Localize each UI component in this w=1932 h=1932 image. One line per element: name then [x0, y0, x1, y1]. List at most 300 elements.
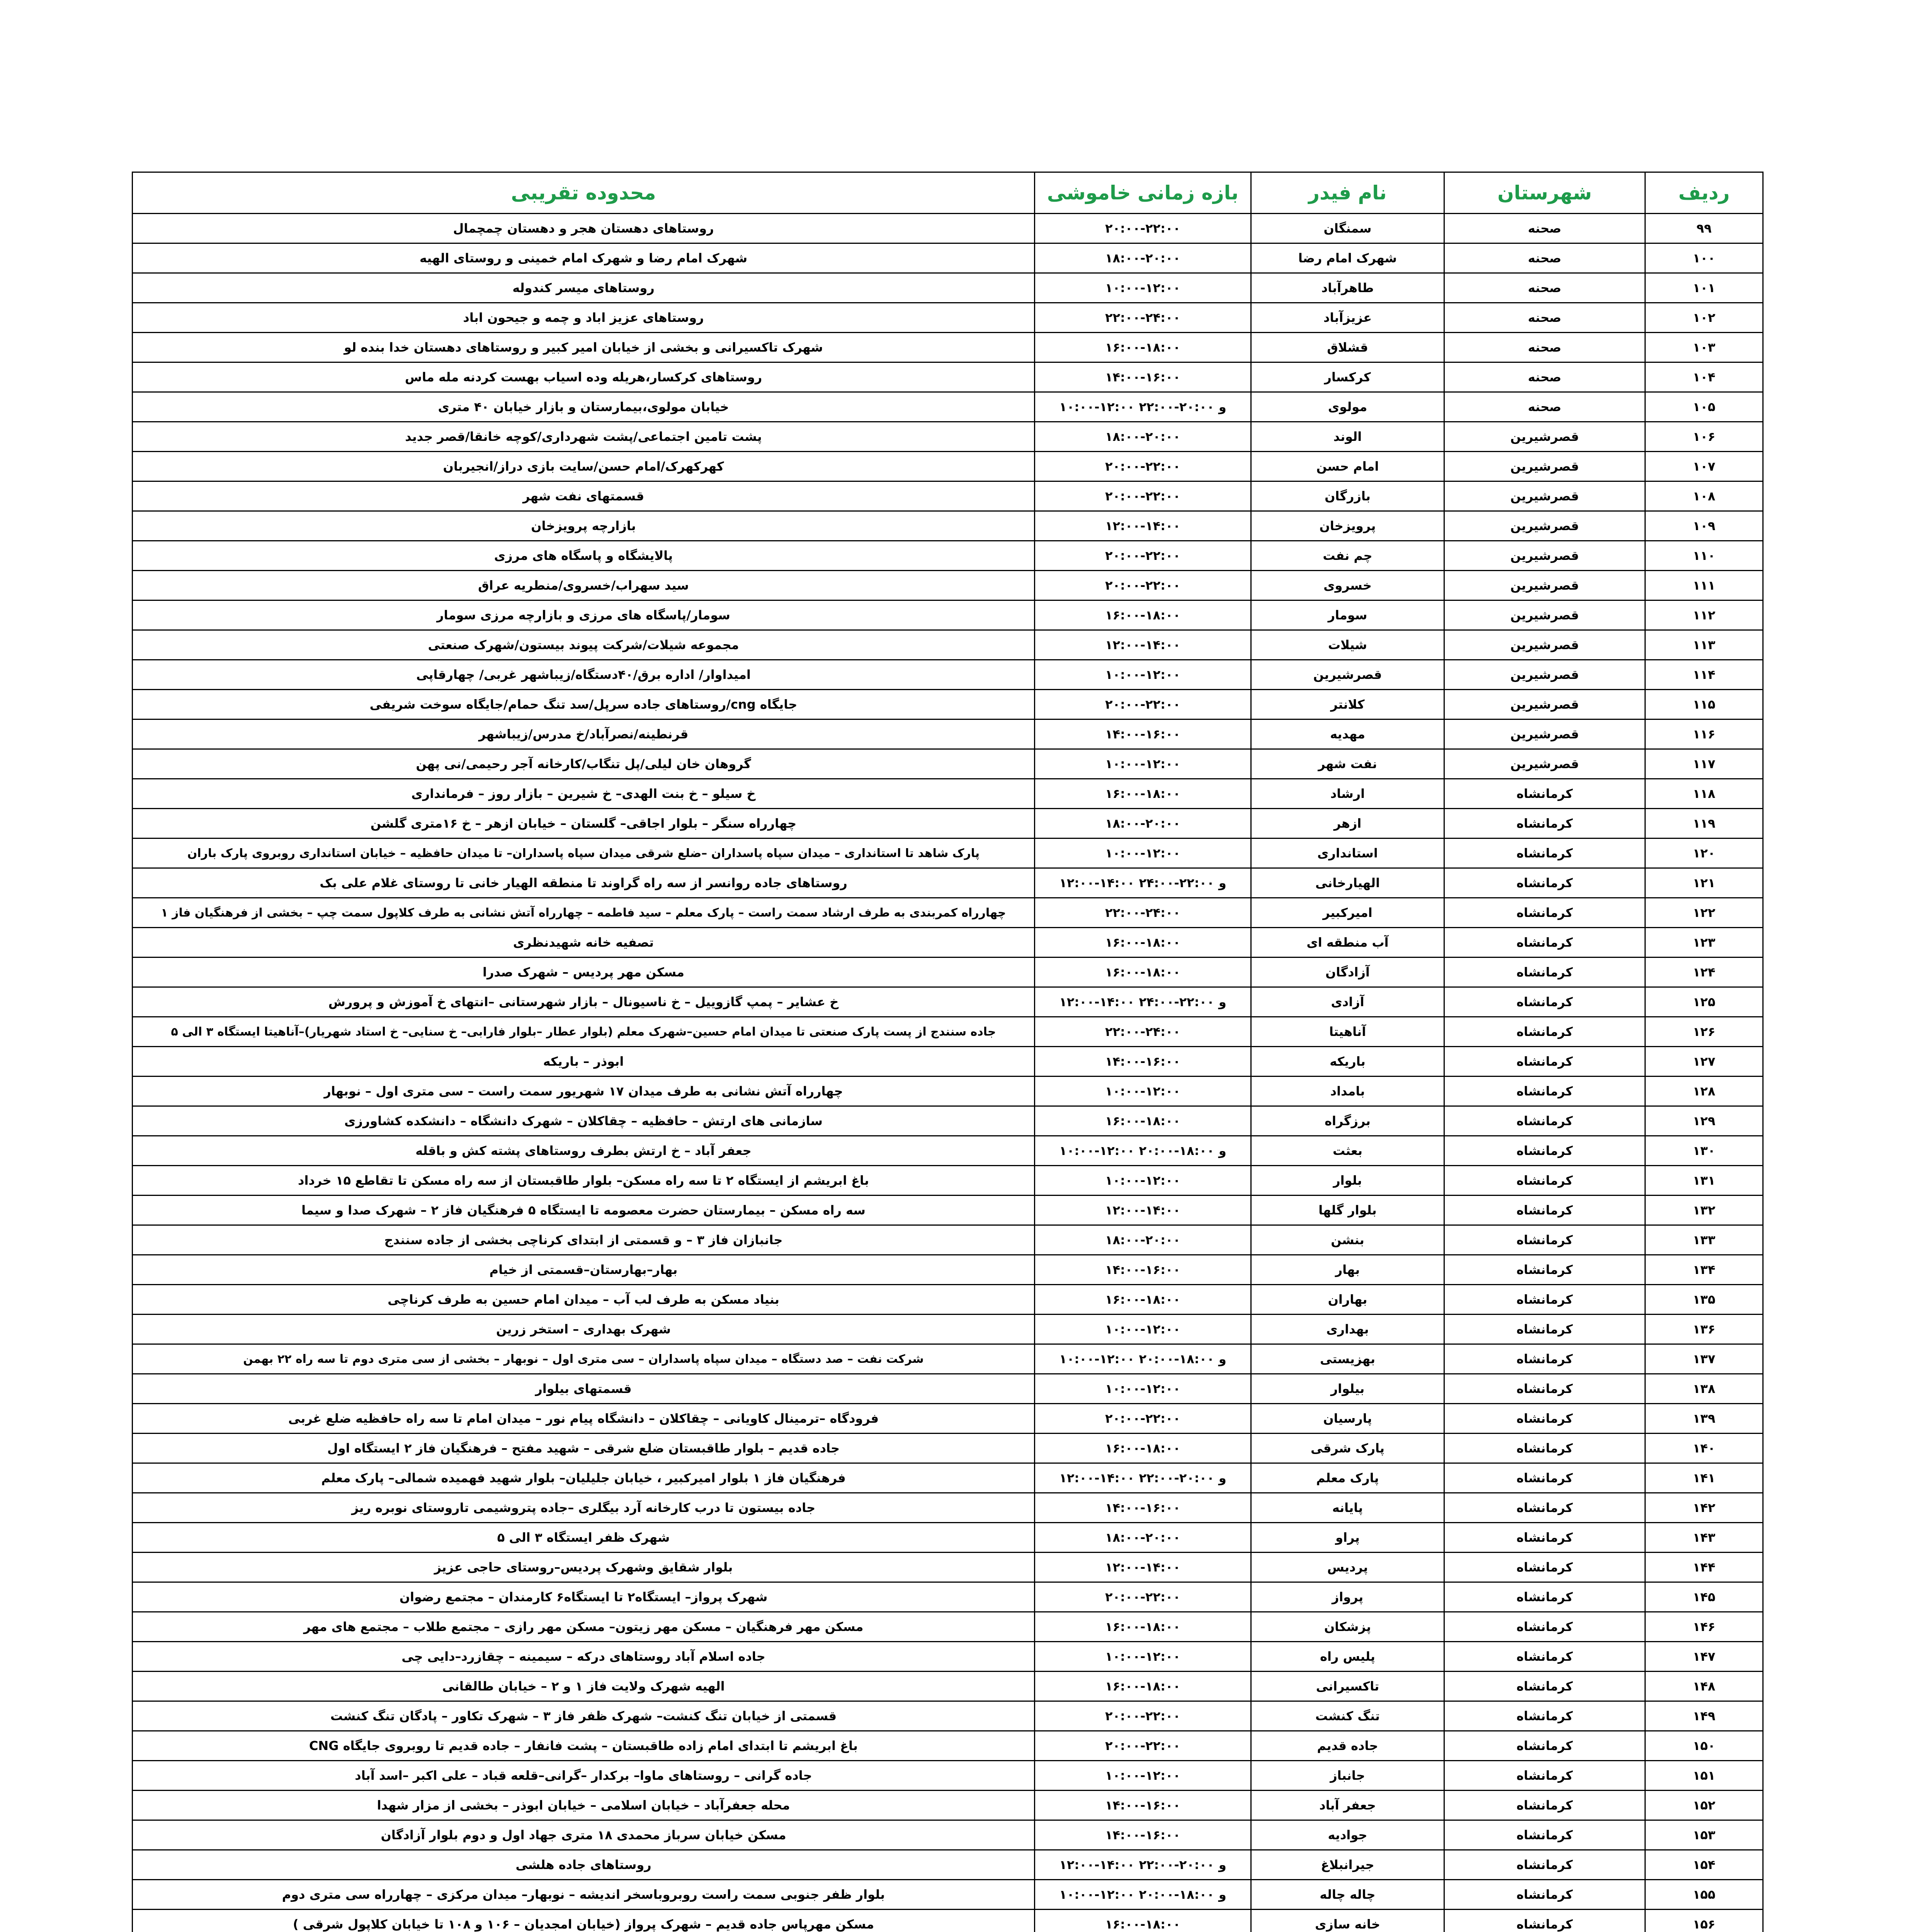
outage-time-cell: ۱۲:۰۰-۱۴:۰۰	[1035, 1196, 1251, 1225]
table-row	[133, 719, 1763, 749]
outage-time-cell: ۲۰:۰۰-۲۲:۰۰	[1035, 1731, 1251, 1761]
feeder-name-cell: تاکسیرانی	[1251, 1672, 1444, 1701]
feeder-name-cell: نفت شهر	[1251, 749, 1444, 779]
row-number-cell: ۱۲۱	[1645, 868, 1763, 898]
county-cell: قصرشیرین	[1444, 571, 1645, 600]
row-number-cell: ۱۰۷	[1645, 452, 1763, 481]
county-cell: کرمانشاه	[1444, 1255, 1645, 1285]
county-cell: صحنه	[1444, 303, 1645, 333]
area-cell: جعفر آباد – خ ارتش بطرف روستاهای پشته کش و باقله	[133, 1136, 1035, 1166]
outage-time-cell: ۱۸:۰۰-۲۰:۰۰	[1035, 1225, 1251, 1255]
feeder-name-cell: بهار	[1251, 1255, 1444, 1285]
feeder-name-cell: پارک معلم	[1251, 1463, 1444, 1493]
outage-time-cell: ۲۰:۰۰-۲۲:۰۰	[1035, 1701, 1251, 1731]
outage-time-cell: ۱۴:۰۰-۱۶:۰۰	[1035, 362, 1251, 392]
feeder-name-cell: طاهرآباد	[1251, 273, 1444, 303]
outage-time-cell: ۱۶:۰۰-۱۸:۰۰	[1035, 1434, 1251, 1463]
row-number-cell: ۱۲۷	[1645, 1047, 1763, 1077]
header-county: شهرستان	[1444, 172, 1645, 214]
table-row	[133, 1344, 1763, 1374]
row-number-cell: ۱۳۵	[1645, 1285, 1763, 1315]
feeder-name-cell: سومار	[1251, 600, 1444, 630]
county-cell: کرمانشاه	[1444, 1315, 1645, 1344]
row-number-cell: ۱۰۶	[1645, 422, 1763, 452]
area-cell: پالایشگاه و پاسگاه های مرزی	[133, 541, 1035, 571]
table-row	[133, 1374, 1763, 1404]
feeder-name-cell: جانباز	[1251, 1761, 1444, 1791]
outage-time-cell: ۱۰:۰۰-۱۲:۰۰	[1035, 838, 1251, 868]
area-cell: چهارراه کمربندی به طرف ارشاد سمت راست – پارک معلم – سید فاطمه – چهارراه آتش نشانی به طرف کلاپول سمت چپ – بخشی از فرهنگیان فاز ۱	[133, 898, 1035, 928]
area-cell: خیابان مولوی،بیمارستان و بازار خیابان ۴۰ متری	[133, 392, 1035, 422]
table-row	[133, 600, 1763, 630]
feeder-name-cell: امیرکبیر	[1251, 898, 1444, 928]
feeder-name-cell: خسروی	[1251, 571, 1444, 600]
feeder-name-cell: جعفر آباد	[1251, 1791, 1444, 1820]
county-cell: کرمانشاه	[1444, 898, 1645, 928]
area-cell: مجموعه شیلات/شرکت پیوند بیستون/شهرک صنعتی	[133, 630, 1035, 660]
table-row	[133, 957, 1763, 987]
feeder-name-cell: قشلاق	[1251, 333, 1444, 362]
feeder-name-cell: پزشکان	[1251, 1612, 1444, 1642]
area-cell: بنیاد مسکن به طرف لب آب – میدان امام حسین به طرف کرناچی	[133, 1285, 1035, 1315]
area-cell: چهارراه آتش نشانی به طرف میدان ۱۷ شهریور سمت راست – سی متری اول – نوبهار	[133, 1077, 1035, 1106]
outage-time-cell: ۱۶:۰۰-۱۸:۰۰	[1035, 1106, 1251, 1136]
area-cell: شرکت نفت – صد دستگاه – میدان سپاه پاسداران – سی متری اول – نوبهار – بخشی از سی متری دوم تا سه راه ۲۲ بهمن	[133, 1344, 1035, 1374]
feeder-name-cell: بهداری	[1251, 1315, 1444, 1344]
feeder-name-cell: خانه سازی	[1251, 1910, 1444, 1932]
row-number-cell: ۱۳۰	[1645, 1136, 1763, 1166]
feeder-name-cell: مهدیه	[1251, 719, 1444, 749]
county-cell: قصرشیرین	[1444, 660, 1645, 690]
row-number-cell: ۱۲۳	[1645, 928, 1763, 957]
feeder-name-cell: بلوار گلها	[1251, 1196, 1444, 1225]
county-cell: کرمانشاه	[1444, 1463, 1645, 1493]
header-row-number: ردیف	[1645, 172, 1763, 214]
row-number-cell: ۱۵۳	[1645, 1820, 1763, 1850]
feeder-name-cell: برزگراه	[1251, 1106, 1444, 1136]
row-number-cell: ۱۴۱	[1645, 1463, 1763, 1493]
area-cell: فرهنگیان فاز ۱ بلوار امیرکبیر ، خیابان جلیلیان– بلوار شهید فهمیده شمالی– پارک معلم	[133, 1463, 1035, 1493]
county-cell: صحنه	[1444, 362, 1645, 392]
table-row	[133, 273, 1763, 303]
row-number-cell: ۱۲۰	[1645, 838, 1763, 868]
row-number-cell: ۱۳۷	[1645, 1344, 1763, 1374]
outage-time-cell: ۱۶:۰۰-۱۸:۰۰	[1035, 1672, 1251, 1701]
county-cell: کرمانشاه	[1444, 868, 1645, 898]
feeder-name-cell: جیرانبلاغ	[1251, 1850, 1444, 1880]
outage-time-cell: ۲۰:۰۰-۲۲:۰۰	[1035, 452, 1251, 481]
feeder-name-cell: سمنگان	[1251, 214, 1444, 243]
table-row	[133, 452, 1763, 481]
feeder-name-cell: پرواز	[1251, 1582, 1444, 1612]
table-row	[133, 1196, 1763, 1225]
county-cell: کرمانشاه	[1444, 1672, 1645, 1701]
table-row	[133, 1077, 1763, 1106]
outage-time-cell: ۱۶:۰۰-۱۸:۰۰	[1035, 779, 1251, 809]
county-cell: کرمانشاه	[1444, 1701, 1645, 1731]
table-row	[133, 1136, 1763, 1166]
feeder-name-cell: شهرک امام رضا	[1251, 243, 1444, 273]
area-cell: فرودگاه –ترمینال کاویانی – چقاکلان – دانشگاه پیام نور – میدان امام تا سه راه حافظیه ضلع غربی	[133, 1404, 1035, 1434]
table-row	[133, 660, 1763, 690]
area-cell: شهرک بهداری – استخر زرین	[133, 1315, 1035, 1344]
outage-time-cell: ۲۰:۰۰-۲۲:۰۰	[1035, 571, 1251, 600]
table-row	[133, 1910, 1763, 1932]
outage-time-cell: ۱۸:۰۰-۲۰:۰۰	[1035, 422, 1251, 452]
table-row	[133, 1612, 1763, 1642]
row-number-cell: ۱۵۰	[1645, 1731, 1763, 1761]
county-cell: قصرشیرین	[1444, 541, 1645, 571]
outage-time-cell: ۱۲:۰۰-۱۴:۰۰ و ۲۲:۰۰-۲۴:۰۰	[1035, 987, 1251, 1017]
feeder-name-cell: امام حسن	[1251, 452, 1444, 481]
outage-time-cell: ۲۲:۰۰-۲۴:۰۰	[1035, 898, 1251, 928]
area-cell: مسکن مهرپاس جاده قدیم – شهرک پرواز (خیابان امجدیان – ۱۰۶ و ۱۰۸ تا خیابان کلاپول شرقی )	[133, 1910, 1035, 1932]
county-cell: کرمانشاه	[1444, 1820, 1645, 1850]
row-number-cell: ۱۰۱	[1645, 273, 1763, 303]
area-cell: روستاهای جاده روانسر از سه راه گراوند تا منطقه الهیار خانی تا روستای غلام علی بک	[133, 868, 1035, 898]
county-cell: کرمانشاه	[1444, 1553, 1645, 1582]
feeder-name-cell: پراو	[1251, 1523, 1444, 1553]
feeder-name-cell: چم نفت	[1251, 541, 1444, 571]
area-cell: قسمتهای نفت شهر	[133, 481, 1035, 511]
county-cell: کرمانشاه	[1444, 1731, 1645, 1761]
table-row	[133, 422, 1763, 452]
row-number-cell: ۱۵۴	[1645, 1850, 1763, 1880]
feeder-name-cell: بنشن	[1251, 1225, 1444, 1255]
row-number-cell: ۱۳۳	[1645, 1225, 1763, 1255]
outage-time-cell: ۱۴:۰۰-۱۶:۰۰	[1035, 1791, 1251, 1820]
feeder-name-cell: بهزیستی	[1251, 1344, 1444, 1374]
feeder-name-cell: بلوار	[1251, 1166, 1444, 1196]
row-number-cell: ۱۴۳	[1645, 1523, 1763, 1553]
area-cell: گروهان خان لیلی/پل تنگاب/کارخانه آجر رحیمی/نی پهن	[133, 749, 1035, 779]
outage-time-cell: ۱۰:۰۰-۱۲:۰۰	[1035, 273, 1251, 303]
row-number-cell: ۱۰۳	[1645, 333, 1763, 362]
header-outage-time: بازه زمانی خاموشی	[1035, 172, 1251, 214]
area-cell: مسکن خیابان سرباز محمدی ۱۸ متری جهاد اول و دوم بلوار آزادگان	[133, 1820, 1035, 1850]
county-cell: کرمانشاه	[1444, 1285, 1645, 1315]
table-row	[133, 1553, 1763, 1582]
area-cell: شهرک تاکسیرانی و بخشی از خیابان امیر کبیر و روستاهای دهستان خدا بنده لو	[133, 333, 1035, 362]
county-cell: کرمانشاه	[1444, 1880, 1645, 1910]
county-cell: کرمانشاه	[1444, 1047, 1645, 1077]
table-row	[133, 1166, 1763, 1196]
table-row	[133, 1017, 1763, 1047]
table-row	[133, 481, 1763, 511]
area-cell: شهرک پرواز– ایستگاه۲ تا ایستگاه۶ کارمندان – مجتمع رضوان	[133, 1582, 1035, 1612]
outage-time-cell: ۱۶:۰۰-۱۸:۰۰	[1035, 600, 1251, 630]
outage-schedule-sheet	[133, 172, 1764, 1932]
outage-time-cell: ۱۲:۰۰-۱۴:۰۰ و ۲۰:۰۰-۲۲:۰۰	[1035, 1850, 1251, 1880]
row-number-cell: ۱۲۸	[1645, 1077, 1763, 1106]
outage-time-cell: ۱۰:۰۰-۱۲:۰۰	[1035, 660, 1251, 690]
row-number-cell: ۱۱۴	[1645, 660, 1763, 690]
table-row	[133, 1493, 1763, 1523]
county-cell: صحنه	[1444, 214, 1645, 243]
county-cell: قصرشیرین	[1444, 690, 1645, 719]
outage-time-cell: ۲۰:۰۰-۲۲:۰۰	[1035, 1404, 1251, 1434]
outage-time-cell: ۱۶:۰۰-۱۸:۰۰	[1035, 1910, 1251, 1932]
outage-time-cell: ۱۴:۰۰-۱۶:۰۰	[1035, 1255, 1251, 1285]
feeder-name-cell: پارک شرقی	[1251, 1434, 1444, 1463]
county-cell: کرمانشاه	[1444, 779, 1645, 809]
area-cell: قسمتی از خیابان تنگ کنشت– شهرک ظفر فاز ۳ – شهرک تکاور – پادگان تنگ کنشت	[133, 1701, 1035, 1731]
outage-time-cell: ۱۰:۰۰-۱۲:۰۰ و ۱۸:۰۰-۲۰:۰۰	[1035, 1344, 1251, 1374]
header-feeder-name: نام فیدر	[1251, 172, 1444, 214]
county-cell: کرمانشاه	[1444, 987, 1645, 1017]
row-number-cell: ۱۴۸	[1645, 1672, 1763, 1701]
area-cell: قسمتهای بیلوار	[133, 1374, 1035, 1404]
county-cell: صحنه	[1444, 333, 1645, 362]
table-row	[133, 779, 1763, 809]
county-cell: کرمانشاه	[1444, 928, 1645, 957]
outage-time-cell: ۱۶:۰۰-۱۸:۰۰	[1035, 333, 1251, 362]
area-cell: روستاهای دهستان هجر و دهستان چمچمال	[133, 214, 1035, 243]
row-number-cell: ۱۱۰	[1645, 541, 1763, 571]
feeder-name-cell: شیلات	[1251, 630, 1444, 660]
row-number-cell: ۱۵۵	[1645, 1880, 1763, 1910]
feeder-name-cell: بامداد	[1251, 1077, 1444, 1106]
county-cell: کرمانشاه	[1444, 1404, 1645, 1434]
area-cell: چهارراه سنگر – بلوار اجاقی– گلستان – خیابان ازهر – خ ۱۶متری گلشن	[133, 809, 1035, 838]
outage-time-cell: ۱۰:۰۰-۱۲:۰۰	[1035, 749, 1251, 779]
area-cell: روستاهای عزیز اباد و چمه و جیحون اباد	[133, 303, 1035, 333]
outage-time-cell: ۱۰:۰۰-۱۲:۰۰	[1035, 1166, 1251, 1196]
table-row	[133, 809, 1763, 838]
table-row	[133, 928, 1763, 957]
area-cell: امیداوار/ اداره برق/۴۰دستگاه/زیباشهر غربی/ چهارقاپی	[133, 660, 1035, 690]
outage-time-cell: ۱۶:۰۰-۱۸:۰۰	[1035, 928, 1251, 957]
county-cell: کرمانشاه	[1444, 1582, 1645, 1612]
row-number-cell: ۱۱۸	[1645, 779, 1763, 809]
table-row	[133, 749, 1763, 779]
feeder-name-cell: قصرشیرین	[1251, 660, 1444, 690]
area-cell: شهرک ظفر ایستگاه ۳ الی ۵	[133, 1523, 1035, 1553]
outage-time-cell: ۱۲:۰۰-۱۴:۰۰ و ۲۲:۰۰-۲۴:۰۰	[1035, 868, 1251, 898]
row-number-cell: ۱۴۶	[1645, 1612, 1763, 1642]
area-cell: سه راه مسکن – بیمارستان حضرت معصومه تا ایستگاه ۵ فرهنگیان فاز ۲ – شهرک صدا و سیما	[133, 1196, 1035, 1225]
row-number-cell: ۱۵۱	[1645, 1761, 1763, 1791]
outage-time-cell: ۲۲:۰۰-۲۴:۰۰	[1035, 303, 1251, 333]
county-cell: قصرشیرین	[1444, 511, 1645, 541]
area-cell: بازارچه پرویزخان	[133, 511, 1035, 541]
county-cell: صحنه	[1444, 392, 1645, 422]
row-number-cell: ۱۴۵	[1645, 1582, 1763, 1612]
outage-time-cell: ۱۶:۰۰-۱۸:۰۰	[1035, 1612, 1251, 1642]
county-cell: کرمانشاه	[1444, 1434, 1645, 1463]
county-cell: کرمانشاه	[1444, 1761, 1645, 1791]
area-cell: مسکن مهر فرهنگیان – مسکن مهر زیتون– مسکن مهر رازی – مجتمع طلاب – مجتمع های مهر	[133, 1612, 1035, 1642]
row-number-cell: ۱۲۲	[1645, 898, 1763, 928]
row-number-cell: ۱۰۴	[1645, 362, 1763, 392]
table-row	[133, 1225, 1763, 1255]
feeder-name-cell: بازرگان	[1251, 481, 1444, 511]
table-row	[133, 1285, 1763, 1315]
area-cell: باغ ابریشم تا ابتدای امام زاده طاقبستان – پشت فانفار – جاده قدیم تا روبروی جایگاه CNG	[133, 1731, 1035, 1761]
table-body	[133, 214, 1763, 1932]
county-cell: قصرشیرین	[1444, 749, 1645, 779]
table-row	[133, 1315, 1763, 1344]
area-cell: جانبازان فاز ۳ – و قسمتی از ابتدای کرناچی بخشی از جاده سنندج	[133, 1225, 1035, 1255]
table-row	[133, 214, 1763, 243]
county-cell: کرمانشاه	[1444, 1642, 1645, 1672]
row-number-cell: ۱۵۶	[1645, 1910, 1763, 1932]
county-cell: کرمانشاه	[1444, 1493, 1645, 1523]
table-row	[133, 1731, 1763, 1761]
row-number-cell: ۱۳۴	[1645, 1255, 1763, 1285]
county-cell: صحنه	[1444, 273, 1645, 303]
outage-time-cell: ۲۰:۰۰-۲۲:۰۰	[1035, 541, 1251, 571]
area-cell: قرنطینه/نصرآباد/خ مدرس/زیباشهر	[133, 719, 1035, 749]
row-number-cell: ۹۹	[1645, 214, 1763, 243]
table-row	[133, 571, 1763, 600]
area-cell: جایگاه cng/روستاهای جاده سرپل/سد تنگ حمام/جایگاه سوخت شریفی	[133, 690, 1035, 719]
feeder-name-cell: الهیارخانی	[1251, 868, 1444, 898]
table-row	[133, 1404, 1763, 1434]
area-cell: الهیه شهرک ولایت فاز ۱ و ۲ – خیابان طالقانی	[133, 1672, 1035, 1701]
table-row	[133, 1672, 1763, 1701]
feeder-name-cell: آزادگان	[1251, 957, 1444, 987]
county-cell: کرمانشاه	[1444, 1523, 1645, 1553]
area-cell: پشت تامین اجتماعی/پشت شهرداری/کوچه خانقا/قصر جدید	[133, 422, 1035, 452]
area-cell: جاده اسلام آباد روستاهای درکه – سیمینه – چقازرد–دایی چی	[133, 1642, 1035, 1672]
row-number-cell: ۱۲۵	[1645, 987, 1763, 1017]
outage-time-cell: ۱۲:۰۰-۱۴:۰۰	[1035, 1553, 1251, 1582]
feeder-name-cell: تنگ کنشت	[1251, 1701, 1444, 1731]
outage-time-cell: ۱۲:۰۰-۱۴:۰۰	[1035, 511, 1251, 541]
row-number-cell: ۱۲۹	[1645, 1106, 1763, 1136]
county-cell: کرمانشاه	[1444, 1374, 1645, 1404]
row-number-cell: ۱۱۹	[1645, 809, 1763, 838]
outage-time-cell: ۱۴:۰۰-۱۶:۰۰	[1035, 1493, 1251, 1523]
outage-time-cell: ۱۴:۰۰-۱۶:۰۰	[1035, 1820, 1251, 1850]
county-cell: قصرشیرین	[1444, 630, 1645, 660]
feeder-name-cell: الوند	[1251, 422, 1444, 452]
table-row	[133, 1791, 1763, 1820]
county-cell: کرمانشاه	[1444, 1910, 1645, 1932]
header-approximate-area: محدوده تقریبی	[133, 172, 1035, 214]
county-cell: قصرشیرین	[1444, 481, 1645, 511]
feeder-name-cell: ازهر	[1251, 809, 1444, 838]
county-cell: کرمانشاه	[1444, 1166, 1645, 1196]
outage-time-cell: ۲۰:۰۰-۲۲:۰۰	[1035, 1582, 1251, 1612]
area-cell: سومار/پاسگاه های مرزی و بازارچه مرزی سومار	[133, 600, 1035, 630]
feeder-name-cell: مولوی	[1251, 392, 1444, 422]
outage-time-cell: ۱۴:۰۰-۱۶:۰۰	[1035, 719, 1251, 749]
outage-time-cell: ۱۶:۰۰-۱۸:۰۰	[1035, 957, 1251, 987]
county-cell: کرمانشاه	[1444, 1136, 1645, 1166]
feeder-name-cell: پردیس	[1251, 1553, 1444, 1582]
table-header-row	[133, 172, 1763, 214]
row-number-cell: ۱۰۹	[1645, 511, 1763, 541]
row-number-cell: ۱۱۱	[1645, 571, 1763, 600]
row-number-cell: ۱۴۲	[1645, 1493, 1763, 1523]
table-row	[133, 243, 1763, 273]
area-cell: مسکن مهر پردیس – شهرک صدرا	[133, 957, 1035, 987]
outage-time-cell: ۲۰:۰۰-۲۲:۰۰	[1035, 690, 1251, 719]
feeder-name-cell: باریکه	[1251, 1047, 1444, 1077]
outage-time-cell: ۱۰:۰۰-۱۲:۰۰	[1035, 1077, 1251, 1106]
feeder-name-cell: عزیزآباد	[1251, 303, 1444, 333]
table-row	[133, 511, 1763, 541]
outage-time-cell: ۱۶:۰۰-۱۸:۰۰	[1035, 1285, 1251, 1315]
area-cell: شهرک امام رضا و شهرک امام خمینی و روستای الهیه	[133, 243, 1035, 273]
row-number-cell: ۱۱۶	[1645, 719, 1763, 749]
row-number-cell: ۱۵۲	[1645, 1791, 1763, 1820]
row-number-cell: ۱۱۷	[1645, 749, 1763, 779]
row-number-cell: ۱۱۵	[1645, 690, 1763, 719]
table-row	[133, 392, 1763, 422]
county-cell: کرمانشاه	[1444, 957, 1645, 987]
feeder-name-cell: بیلوار	[1251, 1374, 1444, 1404]
table-row	[133, 987, 1763, 1017]
row-number-cell: ۱۰۵	[1645, 392, 1763, 422]
area-cell: سید سهراب/خسروی/منطریه عراق	[133, 571, 1035, 600]
county-cell: کرمانشاه	[1444, 1850, 1645, 1880]
table-row	[133, 541, 1763, 571]
outage-time-cell: ۲۰:۰۰-۲۲:۰۰	[1035, 481, 1251, 511]
county-cell: قصرشیرین	[1444, 600, 1645, 630]
outage-time-cell: ۱۸:۰۰-۲۰:۰۰	[1035, 243, 1251, 273]
row-number-cell: ۱۱۲	[1645, 600, 1763, 630]
row-number-cell: ۱۰۰	[1645, 243, 1763, 273]
county-cell: کرمانشاه	[1444, 1791, 1645, 1820]
area-cell: سازمانی های ارتش – حافظیه – چقاکلان – شهرک دانشگاه – دانشکده کشاورزی	[133, 1106, 1035, 1136]
area-cell: جاده بیستون تا درب کارخانه آرد بیگلری –جاده پتروشیمی تاروستای نوبره ریز	[133, 1493, 1035, 1523]
feeder-name-cell: استانداری	[1251, 838, 1444, 868]
outage-time-cell: ۱۲:۰۰-۱۴:۰۰ و ۲۰:۰۰-۲۲:۰۰	[1035, 1463, 1251, 1493]
table-row	[133, 1761, 1763, 1791]
row-number-cell: ۱۳۲	[1645, 1196, 1763, 1225]
row-number-cell: ۱۳۸	[1645, 1374, 1763, 1404]
table-row	[133, 1582, 1763, 1612]
feeder-name-cell: پایانه	[1251, 1493, 1444, 1523]
county-cell: کرمانشاه	[1444, 1196, 1645, 1225]
area-cell: جاده قدیم – بلوار طاقبستان ضلع شرقی – شهید مفتح – فرهنگیان فاز ۲ ایستگاه اول	[133, 1434, 1035, 1463]
feeder-name-cell: ارشاد	[1251, 779, 1444, 809]
row-number-cell: ۱۴۹	[1645, 1701, 1763, 1731]
area-cell: تصفیه خانه شهیدنظری	[133, 928, 1035, 957]
table-row	[133, 838, 1763, 868]
area-cell: کهرکهرک/امام حسن/سایت بازی دراز/انجیربان	[133, 452, 1035, 481]
outage-time-cell: ۱۲:۰۰-۱۴:۰۰	[1035, 630, 1251, 660]
county-cell: کرمانشاه	[1444, 1017, 1645, 1047]
feeder-name-cell: بهاران	[1251, 1285, 1444, 1315]
feeder-name-cell: آناهیتا	[1251, 1017, 1444, 1047]
county-cell: کرمانشاه	[1444, 809, 1645, 838]
table-row	[133, 868, 1763, 898]
outage-time-cell: ۲۰:۰۰-۲۲:۰۰	[1035, 214, 1251, 243]
row-number-cell: ۱۰۲	[1645, 303, 1763, 333]
outage-time-cell: ۱۰:۰۰-۱۲:۰۰	[1035, 1642, 1251, 1672]
area-cell: پارک شاهد تا استانداری – میدان سپاه پاسداران –ضلع شرقی میدان سپاه پاسداران– تا میدان حافظیه – خیابان استانداری روبروی پارک باران	[133, 838, 1035, 868]
area-cell: محله جعفرآباد – خیابان اسلامی – خیابان ابوذر – بخشی از مزار شهدا	[133, 1791, 1035, 1820]
feeder-name-cell: پرویزخان	[1251, 511, 1444, 541]
outage-time-cell: ۱۰:۰۰-۱۲:۰۰	[1035, 1761, 1251, 1791]
table-row	[133, 303, 1763, 333]
area-cell: روستاهای میسر کندوله	[133, 273, 1035, 303]
area-cell: بلوار شقایق وشهرک پردیس–روستای حاجی عزیز	[133, 1553, 1035, 1582]
county-cell: کرمانشاه	[1444, 1106, 1645, 1136]
row-number-cell: ۱۳۱	[1645, 1166, 1763, 1196]
county-cell: قصرشیرین	[1444, 719, 1645, 749]
area-cell: خ سیلو – خ بنت الهدی– خ شیرین – بازار روز – فرمانداری	[133, 779, 1035, 809]
area-cell: خ عشایر – پمپ گازوییل – خ ناسیونال – بازار شهرستانی –انتهای خ آموزش و پرورش	[133, 987, 1035, 1017]
feeder-name-cell: آب منطقه ای	[1251, 928, 1444, 957]
table-row	[133, 1642, 1763, 1672]
table-row	[133, 1820, 1763, 1850]
table-row	[133, 630, 1763, 660]
